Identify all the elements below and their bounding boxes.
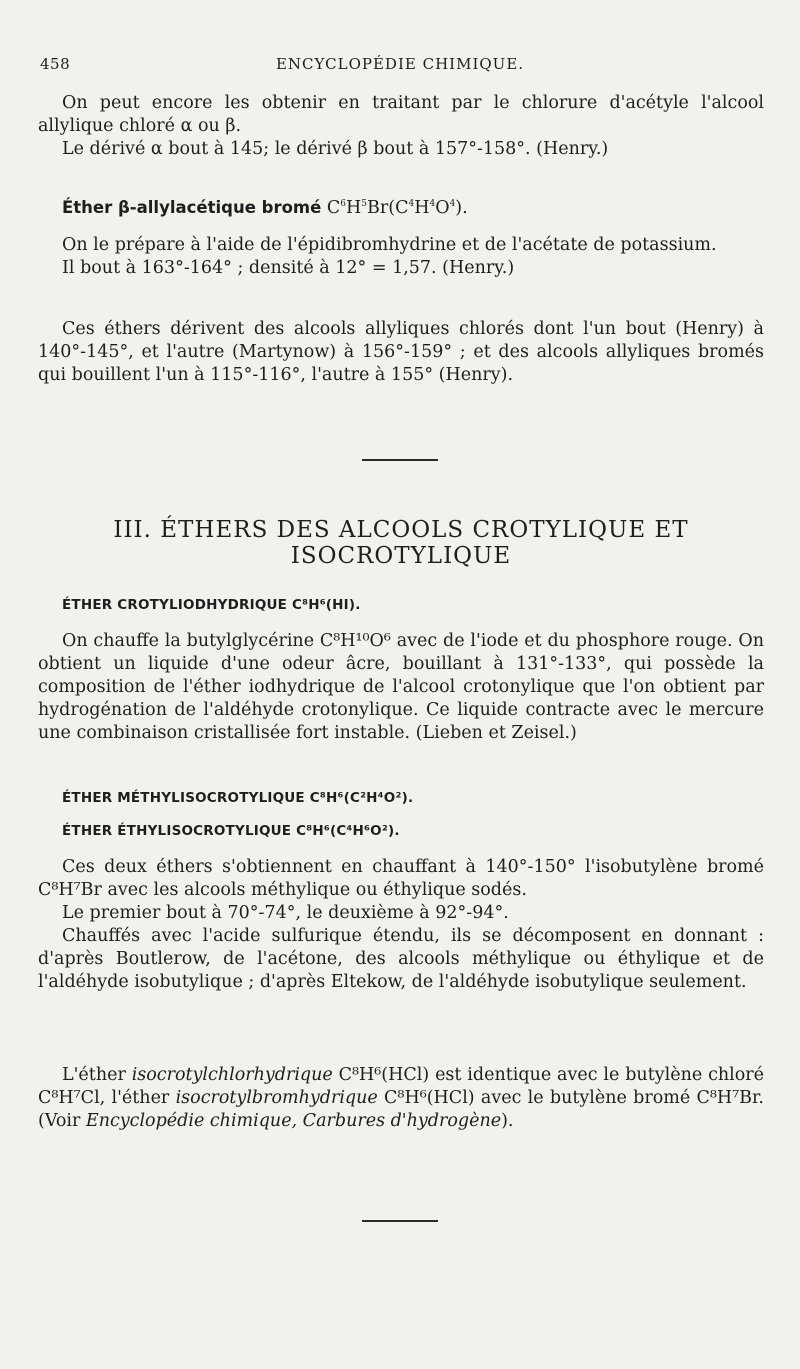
paragraph-preparation [38,234,764,280]
paragraph-derivation: Ces éthers dérivent des alcools allyliques chlorés dont l'un bout (Henry) à 140°-145°, et l'autre (Martynow) à 156°-159° ; et des alcools allyliques bromés qui bouillent l'un à 115°-116°, l'autre à 155° (Henry). [38,319,764,385]
paragraph-butylglycerine: On chauffe la butylglycérine C⁸H¹⁰O⁶ avec de l'iode et du phosphore rouge. On obtient un liquide d'une odeur âcre, bouillant à 131°-133°, qui possède la composition de l'éther iodhydrique de l'alcool crotonylique que l'on obtient par hydrogénation de l'aldéhyde crotonylique. Ce liquide contracte avec le mercure une combinaison cristallisée fort instable. (Lieben et Zeisel.) [38,631,764,743]
running-header [40,55,760,79]
paragraph-line: Le dérivé α bout à 145; le dérivé β bout à 157°-158°. (Henry.) [62,139,609,159]
separator-rule [362,459,438,461]
page-number: 458 [40,55,71,73]
section-title: III. ÉTHERS DES ALCOOLS CROTYLIQUE ET ISOCROTYLIQUE [113,517,689,569]
paragraph-line: On le prépare à l'aide de l'épidibromhydrine et de l'acétate de potassium. [62,235,717,255]
paragraph-isobutylene: Ces deux éthers s'obtiennent en chauffant à 140°-150° l'isobutylène bromé C⁸H⁷Br avec les alcools méthylique ou éthylique sodés. Le premier bout à 70°-74°, le deuxième à 92°-94°. Chauffés avec l'acide sulfurique étendu, ils se décomposent en donnant : d'après Boutlerow, de l'acétone, des alcools méthylique ou éthylique et de l'aldéhyde isobutylique ; d'après Eltekow, de l'aldéhyde isobutylique seulement. [38,857,764,992]
compound-name: Éther β-allylacétique bromé [62,198,322,217]
compound-formula: $C^6H^5Br(C^4H^4O^4)$. [326,198,468,218]
paragraph-line: Il bout à 163°-164° ; densité à 12° = 1,57. (Henry.) [62,258,515,278]
heading-ethylisocrotylique: ÉTHER ÉTHYLISOCROTYLIQUE C⁸H⁶(C⁴H⁶O²). [62,823,400,839]
paragraph-isocrotyl-ethers: L'éther isocrotylchlorhydrique C⁸H⁶(HCl) est identique avec le butylène chloré C⁸H⁷Cl, l'éther isocrotylbromhydrique C⁸H⁶(HCl) avec le butylène bromé C⁸H⁷Br. (Voir Encyclopédie chimique, Carbures d'hydrogène). [38,1065,764,1131]
separator-rule [362,1220,438,1222]
paragraph-acetyl [38,92,764,161]
compound-heading-allylacetic [38,196,764,220]
paragraph-line: On peut encore les obtenir en traitant par le chlorure d'acétyle l'alcool allylique chloré α ou β. [38,93,764,136]
heading-methylisocrotylique: ÉTHER MÉTHYLISOCROTYLIQUE C⁸H⁶(C²H⁴O²). [62,790,414,806]
heading-crotyliodhydrique: ÉTHER CROTYLIODHYDRIQUE C⁸H⁶(HI). [62,597,361,613]
running-title: ENCYCLOPÉDIE CHIMIQUE. [275,55,525,73]
